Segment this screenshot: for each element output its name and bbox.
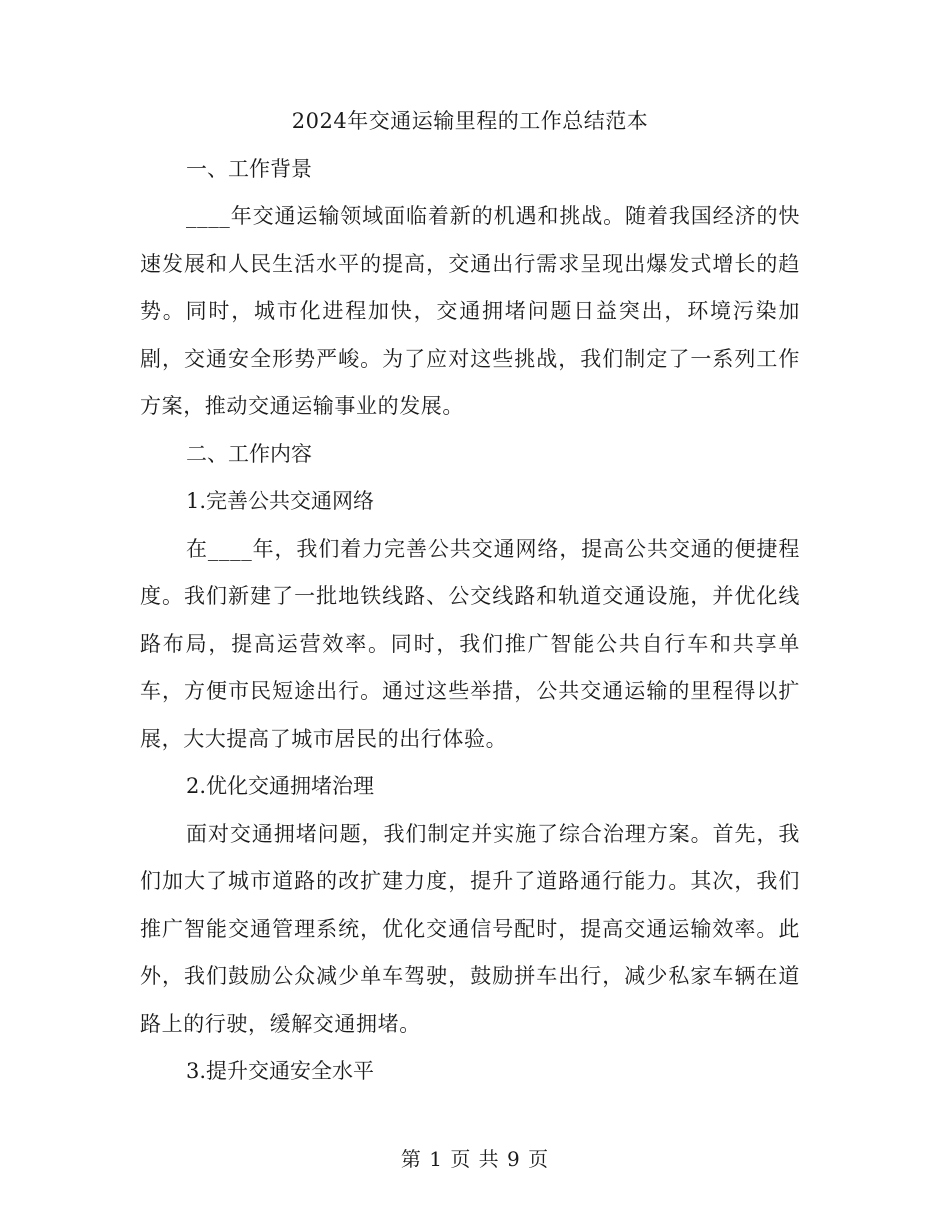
paragraph-public-transport: 在____年，我们着力完善公共交通网络，提高公共交通的便捷程度。我们新建了一批地铁线路、公交线路和轨道交通设施，并优化线路布局，提高运营效率。同时，我们推广智能公共自行车和共享单车，方便市民短途出行。通过这些举措，公共交通运输的里程得以扩展，大大提高了城市居民的出行体验。 [140,536,800,751]
subheading-congestion: 2.优化交通拥堵治理 [186,774,375,798]
section-heading-work-content: 二、工作内容 [186,441,312,466]
subheading-public-transport: 1.完善公共交通网络 [186,489,375,513]
section-heading-work-background: 一、工作背景 [186,156,312,181]
subheading-traffic-safety: 3.提升交通安全水平 [186,1059,375,1083]
document-body [140,98,800,1096]
paragraph-work-background: ____年交通运输领域面临着新的机遇和挑战。随着我国经济的快速发展和人民生活水平的提高，交通出行需求呈现出爆发式增长的趋势。同时，城市化进程加快，交通拥堵问题日益突出，环境污染加剧，交通安全形势严峻。为了应对这些挑战，我们制定了一系列工作方案，推动交通运输事业的发展。 [140,204,800,418]
document-title: 2024年交通运输里程的工作总结范本 [291,109,649,133]
page-number-footer: 第 1 页 共 9 页 [400,1147,550,1171]
paragraph-congestion: 面对交通拥堵问题，我们制定并实施了综合治理方案。首先，我们加大了城市道路的改扩建力度，提升了道路通行能力。其次，我们推广智能交通管理系统，优化交通信号配时，提高交通运输效率。此外，我们鼓励公众减少单车驾驶，鼓励拼车出行，减少私家车辆在道路上的行驶，缓解交通拥堵。 [140,821,800,1036]
